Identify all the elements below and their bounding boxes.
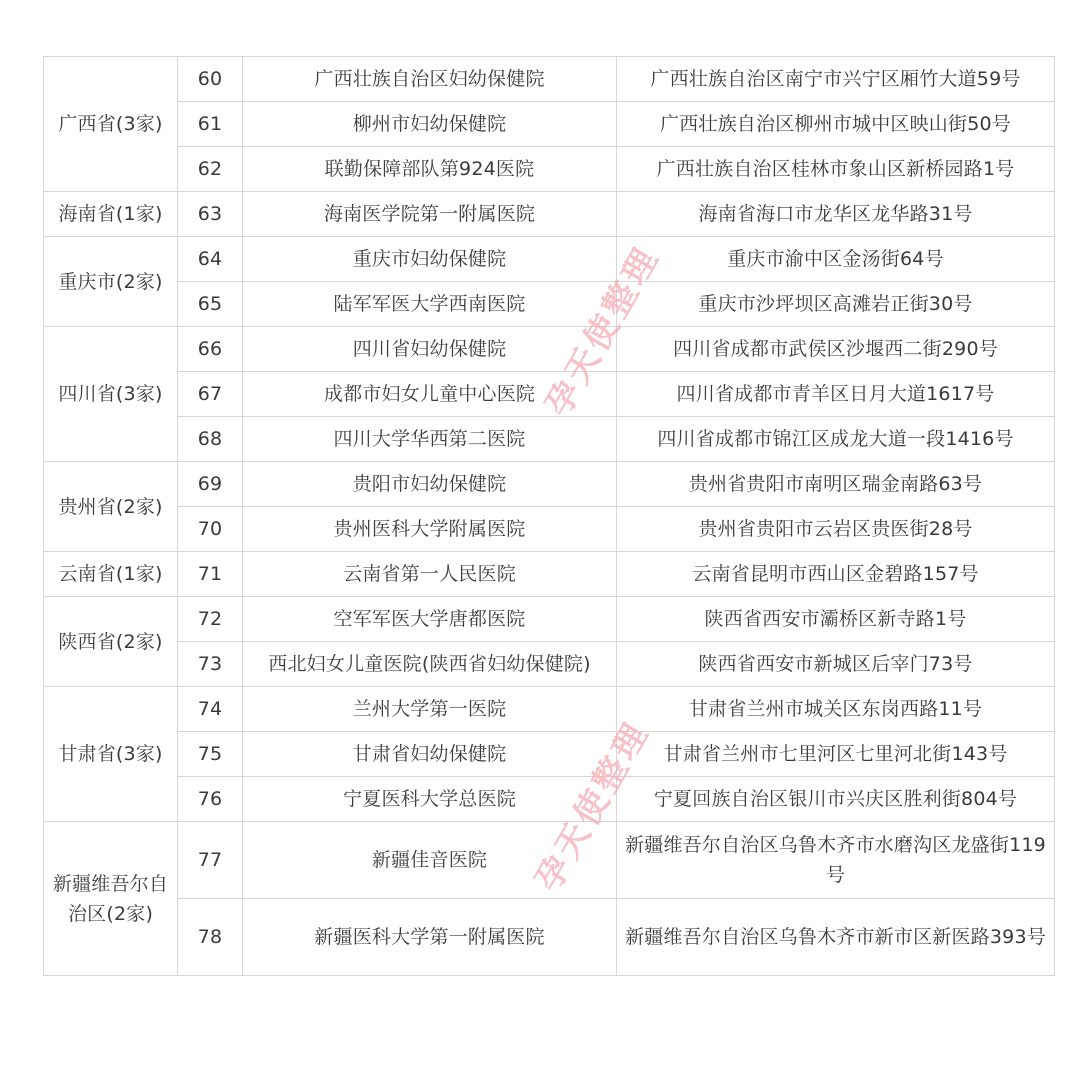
table-row bbox=[44, 102, 1055, 147]
table-row bbox=[44, 507, 1055, 552]
hospital-name-cell: 宁夏医科大学总医院 bbox=[243, 777, 617, 822]
hospital-name-cell: 联勤保障部队第924医院 bbox=[243, 147, 617, 192]
table-row bbox=[44, 237, 1055, 282]
address-cell: 重庆市沙坪坝区高滩岩正街30号 bbox=[617, 282, 1055, 327]
address-cell: 海南省海口市龙华区龙华路31号 bbox=[617, 192, 1055, 237]
table-row bbox=[44, 732, 1055, 777]
hospital-list-table bbox=[43, 56, 1055, 976]
province-cell: 新疆维吾尔自治区(2家) bbox=[44, 822, 178, 976]
number-cell: 78 bbox=[178, 899, 243, 976]
number-cell: 71 bbox=[178, 552, 243, 597]
address-cell: 四川省成都市青羊区日月大道1617号 bbox=[617, 372, 1055, 417]
number-cell: 76 bbox=[178, 777, 243, 822]
address-cell: 广西壮族自治区柳州市城中区映山街50号 bbox=[617, 102, 1055, 147]
table-row bbox=[44, 899, 1055, 976]
hospital-name-cell: 柳州市妇幼保健院 bbox=[243, 102, 617, 147]
table-row bbox=[44, 282, 1055, 327]
province-cell: 陕西省(2家) bbox=[44, 597, 178, 687]
address-cell: 甘肃省兰州市七里河区七里河北街143号 bbox=[617, 732, 1055, 777]
table-row bbox=[44, 687, 1055, 732]
table-row bbox=[44, 327, 1055, 372]
number-cell: 60 bbox=[178, 57, 243, 102]
number-cell: 65 bbox=[178, 282, 243, 327]
hospital-list-table-container bbox=[43, 56, 1054, 976]
address-cell: 陕西省西安市灞桥区新寺路1号 bbox=[617, 597, 1055, 642]
address-cell: 新疆维吾尔自治区乌鲁木齐市水磨沟区龙盛街119号 bbox=[617, 822, 1055, 899]
hospital-name-cell: 空军军医大学唐都医院 bbox=[243, 597, 617, 642]
number-cell: 66 bbox=[178, 327, 243, 372]
address-cell: 广西壮族自治区桂林市象山区新桥园路1号 bbox=[617, 147, 1055, 192]
table-row bbox=[44, 147, 1055, 192]
number-cell: 77 bbox=[178, 822, 243, 899]
number-cell: 68 bbox=[178, 417, 243, 462]
number-cell: 62 bbox=[178, 147, 243, 192]
number-cell: 70 bbox=[178, 507, 243, 552]
address-cell: 贵州省贵阳市南明区瑞金南路63号 bbox=[617, 462, 1055, 507]
watermark-text: 孕天使整理 bbox=[528, 713, 658, 899]
number-cell: 75 bbox=[178, 732, 243, 777]
hospital-name-cell: 兰州大学第一医院 bbox=[243, 687, 617, 732]
address-cell: 四川省成都市武侯区沙堰西二街290号 bbox=[617, 327, 1055, 372]
hospital-name-cell: 成都市妇女儿童中心医院 bbox=[243, 372, 617, 417]
watermark-text: 孕天使整理 bbox=[538, 238, 668, 424]
province-cell: 云南省(1家) bbox=[44, 552, 178, 597]
hospital-name-cell: 海南医学院第一附属医院 bbox=[243, 192, 617, 237]
address-cell: 陕西省西安市新城区后宰门73号 bbox=[617, 642, 1055, 687]
province-cell: 甘肃省(3家) bbox=[44, 687, 178, 822]
hospital-name-cell: 新疆医科大学第一附属医院 bbox=[243, 899, 617, 976]
address-cell: 甘肃省兰州市城关区东岗西路11号 bbox=[617, 687, 1055, 732]
number-cell: 69 bbox=[178, 462, 243, 507]
address-cell: 贵州省贵阳市云岩区贵医街28号 bbox=[617, 507, 1055, 552]
number-cell: 74 bbox=[178, 687, 243, 732]
hospital-name-cell: 重庆市妇幼保健院 bbox=[243, 237, 617, 282]
address-cell: 四川省成都市锦江区成龙大道一段1416号 bbox=[617, 417, 1055, 462]
address-cell: 云南省昆明市西山区金碧路157号 bbox=[617, 552, 1055, 597]
number-cell: 61 bbox=[178, 102, 243, 147]
province-cell: 重庆市(2家) bbox=[44, 237, 178, 327]
hospital-name-cell: 新疆佳音医院 bbox=[243, 822, 617, 899]
table-row bbox=[44, 597, 1055, 642]
table-row bbox=[44, 57, 1055, 102]
hospital-name-cell: 四川省妇幼保健院 bbox=[243, 327, 617, 372]
table-row bbox=[44, 777, 1055, 822]
number-cell: 73 bbox=[178, 642, 243, 687]
hospital-name-cell: 广西壮族自治区妇幼保健院 bbox=[243, 57, 617, 102]
hospital-name-cell: 贵阳市妇幼保健院 bbox=[243, 462, 617, 507]
hospital-name-cell: 甘肃省妇幼保健院 bbox=[243, 732, 617, 777]
table-row bbox=[44, 417, 1055, 462]
table-row bbox=[44, 462, 1055, 507]
number-cell: 63 bbox=[178, 192, 243, 237]
table-row bbox=[44, 642, 1055, 687]
address-cell: 宁夏回族自治区银川市兴庆区胜利街804号 bbox=[617, 777, 1055, 822]
address-cell: 广西壮族自治区南宁市兴宁区厢竹大道59号 bbox=[617, 57, 1055, 102]
hospital-name-cell: 四川大学华西第二医院 bbox=[243, 417, 617, 462]
province-cell: 广西省(3家) bbox=[44, 57, 178, 192]
number-cell: 72 bbox=[178, 597, 243, 642]
number-cell: 64 bbox=[178, 237, 243, 282]
province-cell: 四川省(3家) bbox=[44, 327, 178, 462]
address-cell: 重庆市渝中区金汤街64号 bbox=[617, 237, 1055, 282]
hospital-name-cell: 西北妇女儿童医院(陕西省妇幼保健院) bbox=[243, 642, 617, 687]
hospital-name-cell: 陆军军医大学西南医院 bbox=[243, 282, 617, 327]
table-row bbox=[44, 192, 1055, 237]
table-row bbox=[44, 552, 1055, 597]
province-cell: 贵州省(2家) bbox=[44, 462, 178, 552]
hospital-name-cell: 贵州医科大学附属医院 bbox=[243, 507, 617, 552]
table-row bbox=[44, 822, 1055, 899]
table-row bbox=[44, 372, 1055, 417]
number-cell: 67 bbox=[178, 372, 243, 417]
province-cell: 海南省(1家) bbox=[44, 192, 178, 237]
address-cell: 新疆维吾尔自治区乌鲁木齐市新市区新医路393号 bbox=[617, 899, 1055, 976]
hospital-name-cell: 云南省第一人民医院 bbox=[243, 552, 617, 597]
